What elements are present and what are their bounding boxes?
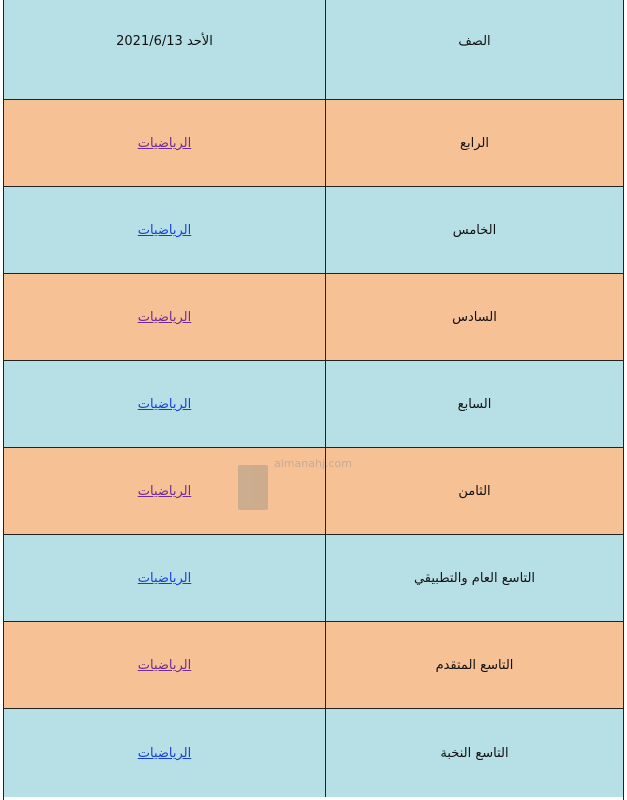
subject-link[interactable]: الرياضيات [137,135,192,151]
subject-link[interactable]: الرياضيات [137,396,192,412]
grade-cell [326,274,623,360]
grade-cell [326,622,623,708]
grade-label: التاسع النخبة [440,745,509,761]
grade-column-label: الصف [458,34,491,49]
date-cell [4,0,326,99]
table-header-row [4,0,623,100]
subject-cell [4,187,326,273]
subject-cell [4,622,326,708]
grade-cell [326,535,623,621]
table-row [4,361,623,448]
grade-label: السادس [452,309,497,325]
table-row [4,622,623,709]
subject-link[interactable]: الرياضيات [137,570,192,586]
subject-link[interactable]: الرياضيات [137,222,192,238]
grade-label: التاسع المتقدم [435,657,514,673]
subject-link[interactable]: الرياضيات [137,657,192,673]
subject-link[interactable]: الرياضيات [137,309,192,325]
grade-cell [326,709,623,797]
subject-cell [4,709,326,797]
grade-cell [326,361,623,447]
grade-cell [326,187,623,273]
table-row [4,100,623,187]
grade-label: الثامن [458,483,491,499]
table-row [4,274,623,361]
grade-cell [326,100,623,186]
subject-cell [4,274,326,360]
date-text: الأحد 2021/6/13 [116,34,213,49]
grade-cell [326,448,623,534]
subject-cell [4,361,326,447]
grade-label: التاسع العام والتطبيقي [413,570,536,586]
table-row [4,709,623,797]
table-row [4,535,623,622]
table-row [4,448,623,535]
grade-header-cell [326,0,623,99]
grade-label: الرابع [460,135,489,151]
subject-cell [4,535,326,621]
subject-link[interactable]: الرياضيات [137,483,192,499]
subject-link[interactable]: الرياضيات [137,745,192,761]
schedule-table [3,0,624,800]
grade-label: السابع [457,396,492,412]
grade-label: الخامس [452,222,497,238]
subject-cell [4,448,326,534]
watermark-url: almanahj.com [274,457,352,470]
table-row [4,187,623,274]
subject-cell [4,100,326,186]
